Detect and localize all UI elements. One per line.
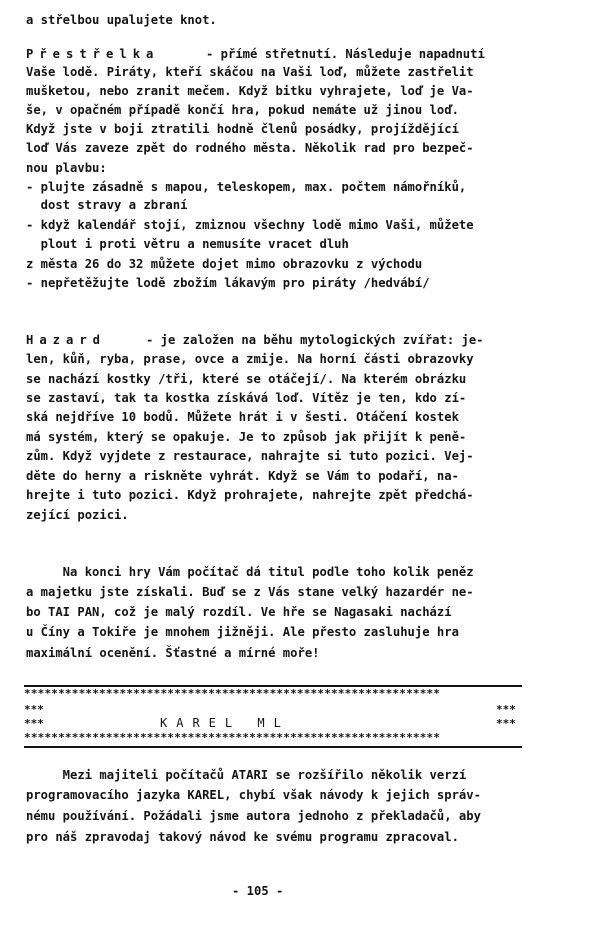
text-line: děte do herny a riskněte vyhrát. Když se Vám to podaří, na-: [26, 469, 459, 483]
text-line: še, v opačném případě končí hra, pokud nemáte už jinou loď.: [26, 103, 459, 117]
text-line: len, kůň, ryba, prase, ovce a zmije. Na horní části obrazovky: [26, 352, 474, 366]
text-line: loď Vás zaveze zpět do rodného města. Několik rad pro bezpeč-: [26, 141, 474, 155]
text-line: pro náš zpravodaj takový návod ke svému programu zpracoval.: [26, 830, 459, 844]
page-number: - 105 -: [232, 884, 284, 898]
section-heading-prestrelka: Přestřelka: [26, 47, 160, 61]
text-line: zům. Když vyjdete z restaurace, nahrajte si tuto pozici. Vej-: [26, 449, 474, 463]
list-item: - plujte zásadně s mapou, teleskopem, max. počtem námořníků,: [26, 180, 467, 194]
text-line: ská nejdříve 10 bodů. Můžete hrát i v šesti. Otáčení kostek: [26, 410, 459, 424]
text-line: se zastaví, tak ta kostka získává loď. Vítěz je ten, kdo zí-: [26, 391, 467, 405]
text-line: se nachází kostky /tři, které se otáčejí/. Na kterém obrázku: [26, 372, 467, 386]
list-item: - když kalendář stojí, zmiznou všechny lodě mimo Vaši, můžete: [26, 218, 474, 232]
section-heading-hazard: Hazard: [26, 333, 107, 347]
text-line: - je založen na běhu mytologických zvířat: je-: [146, 333, 484, 347]
text-line: - přímé střetnutí. Následuje napadnutí: [206, 47, 485, 61]
text-line: nému používání. Požádali jsme autora jednoho z překladačů, aby: [26, 809, 481, 823]
text-line: Když jste v boji ztratili hodně členů posádky, projíždějící: [26, 122, 459, 136]
text-line: a střelbou upalujete knot.: [26, 13, 217, 27]
banner-rule-bottom: [24, 746, 522, 748]
list-item-continuation: plout i proti větru a nemusíte vracet dluh: [26, 237, 349, 251]
text-line: Vaše lodě. Piráty, kteří skáčou na Vaši loď, můžete zastřelit: [26, 65, 474, 79]
banner-side-right: ***: [496, 703, 516, 716]
banner-side-left: ***: [24, 703, 44, 716]
text-line: z města 26 do 32 můžete dojet mimo obrazovku z východu: [26, 257, 423, 271]
list-item-continuation: dost stravy a zbraní: [26, 198, 188, 212]
banner-side-right: ***: [496, 717, 516, 730]
list-item: - nepřetěžujte lodě zbožím lákavým pro piráty /hedvábí/: [26, 276, 430, 290]
text-line: hrejte i tuto pozici. Když prohrajete, nahrejte zpět předchá-: [26, 488, 474, 502]
banner-star-row-top: *************************************************************: [24, 687, 441, 700]
text-line: bo TAI PAN, což je malý rozdíl. Ve hře se Nagasaki nachází: [26, 605, 452, 619]
text-line: Mezi majiteli počítačů ATARI se rozšířilo několik verzí: [26, 768, 467, 782]
text-line: a majetku jste získali. Buď se z Vás stane velký hazardér ne-: [26, 585, 474, 599]
text-line: mušketou, nebo zranit mečem. Když bitku vyhrajete, loď je Va-: [26, 84, 474, 98]
text-line: u Číny a Tokiře je mnohem jižněji. Ale přesto zasluhuje hra: [26, 625, 459, 639]
banner-star-row-bottom: *************************************************************: [24, 731, 441, 744]
text-line: maximální ocenění. Šťastné a mírné moře!: [26, 646, 320, 660]
text-line: nou plavbu:: [26, 161, 107, 175]
text-line: má systém, který se opakuje. Je to způsob jak přijít k peně-: [26, 430, 467, 444]
banner-title: KAREL ML: [160, 716, 290, 730]
text-line: zející pozici.: [26, 508, 129, 522]
text-line: Na konci hry Vám počítač dá titul podle toho kolik peněz: [26, 565, 474, 579]
text-line: programovacího jazyka KAREL, chybí však návody k jejich správ-: [26, 788, 481, 802]
banner-side-left: ***: [24, 717, 44, 730]
